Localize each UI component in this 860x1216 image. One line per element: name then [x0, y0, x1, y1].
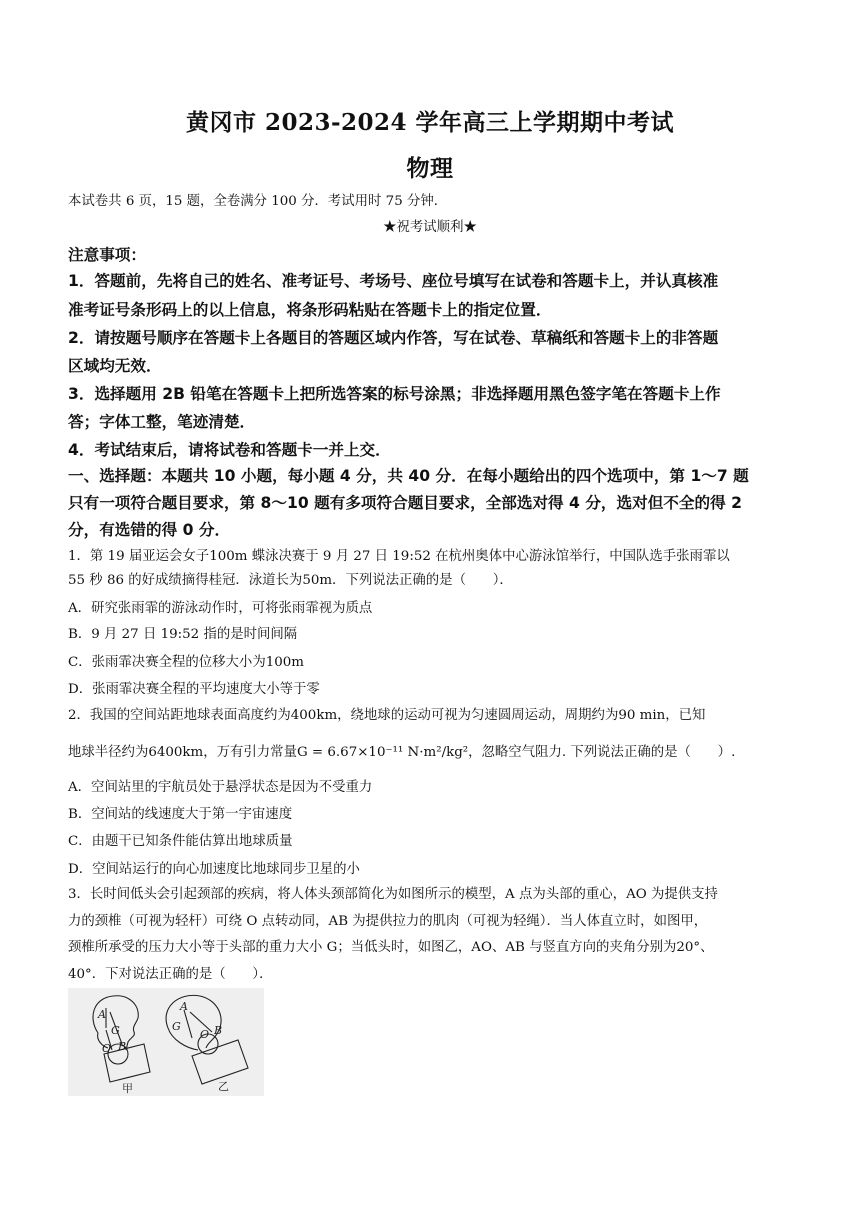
- option-a: A．空间站里的宇航员处于悬浮状态是因为不受重力: [68, 780, 373, 795]
- label-o-left: O: [102, 1042, 112, 1055]
- question-stem: 颈椎所承受的压力大小等于头部的重力大小 G；当低头时，如图乙，AO、AB 与竖直方向的夹角分别为20°、: [68, 940, 714, 955]
- option-d: D．张雨霏决赛全程的平均速度大小等于零: [68, 682, 320, 697]
- label-g-left: G: [111, 1024, 120, 1037]
- question-stem: 1．第 19 届亚运会女子100m 蝶泳决赛于 9 月 27 日 19:52 在杭州奥体中心游泳馆举行，中国队选手张雨霏以: [68, 549, 730, 564]
- note-line: 3．选择题用 2B 铅笔在答题卡上把所选答案的标号涂黑；非选择题用黑色签字笔在答题卡上作: [68, 385, 721, 403]
- note-line: 4．考试结束后，请将试卷和答题卡一并上交．: [68, 441, 391, 459]
- label-a-right: A: [180, 1000, 188, 1013]
- head-neck-model-figure: [68, 988, 264, 1096]
- note-line: 准考证号条形码上的以上信息，将条形码粘贴在答题卡上的指定位置．: [68, 301, 552, 319]
- exam-info: 本试卷共 6 页，15 题，全卷满分 100 分．考试用时 75 分钟．: [68, 194, 448, 209]
- label-a-left: A: [98, 1008, 106, 1021]
- section-instruction: 一、选择题：本题共 10 小题，每小题 4 分，共 40 分．在每小题给出的四个选项中，第 1～7 题: [68, 467, 749, 485]
- option-d: D．空间站运行的向心加速度比地球同步卫星的小: [68, 862, 360, 877]
- label-o-right: O: [200, 1028, 210, 1041]
- note-line: 答；字体工整，笔迹清楚．: [68, 413, 256, 431]
- question-stem: 2．我国的空间站距地球表面高度约为400km，绕地球的运动可视为匀速圆周运动，周期约为90 min，已知: [68, 708, 706, 723]
- label-jia: 甲: [122, 1082, 133, 1095]
- option-c: C．由题干已知条件能估算出地球质量: [68, 834, 293, 849]
- question-stem: 3．长时间低头会引起颈部的疾病，将人体头颈部简化为如图所示的模型，A 点为头部的重心，AO 为提供支持: [68, 887, 718, 902]
- option-b: B．9 月 27 日 19:52 指的是时间间隔: [68, 627, 298, 642]
- section-instruction: 分，有选错的得 0 分．: [68, 521, 231, 539]
- option-b: B．空间站的线速度大于第一宇宙速度: [68, 807, 293, 822]
- label-g-right: G: [172, 1020, 181, 1033]
- label-b-right: B: [214, 1024, 223, 1037]
- question-stem: 地球半径约为6400km，万有引力常量G = 6.67×10⁻¹¹ N·m²/kg²，忽略空气阻力. 下列说法正确的是（ ）.: [68, 745, 736, 760]
- exam-title: 黄冈市 2023-2024 学年高三上学期期中考试: [185, 109, 675, 136]
- question-stem: 55 秒 86 的好成绩摘得桂冠．泳道长为50m．下列说法正确的是（ ）．: [68, 573, 513, 588]
- label-b-left: B: [118, 1040, 127, 1053]
- section-instruction: 只有一项符合题目要求，第 8～10 题有多项符合题目要求，全部选对得 4 分，选对但不全的得 2: [68, 494, 742, 512]
- exam-subject: 物理: [406, 155, 454, 182]
- notes-heading: 注意事项：: [68, 246, 146, 264]
- question-stem: 力的颈椎（可视为轻杆）可绕 O 点转动同，AB 为提供拉力的肌肉（可视为轻绳）．当人体直立时，如图甲，: [68, 914, 708, 929]
- option-c: C．张雨霏决赛全程的位移大小为100m: [68, 655, 304, 670]
- question-stem: 40°．下对说法正确的是（ ）．: [68, 967, 273, 982]
- head-neck-diagram: [68, 988, 264, 1096]
- note-line: 区域均无效．: [68, 357, 162, 375]
- blessing: ★祝考试顺利★: [383, 220, 477, 235]
- note-line: 1．答题前，先将自己的姓名、准考证号、考场号、座位号填写在试卷和答题卡上，并认真核准: [68, 272, 719, 290]
- option-a: A．研究张雨霏的游泳动作时，可将张雨霏视为质点: [68, 601, 373, 616]
- label-yi: 乙: [218, 1080, 229, 1093]
- note-line: 2．请按题号顺序在答题卡上各题目的答题区域内作答，写在试卷、草稿纸和答题卡上的非答题: [68, 329, 719, 347]
